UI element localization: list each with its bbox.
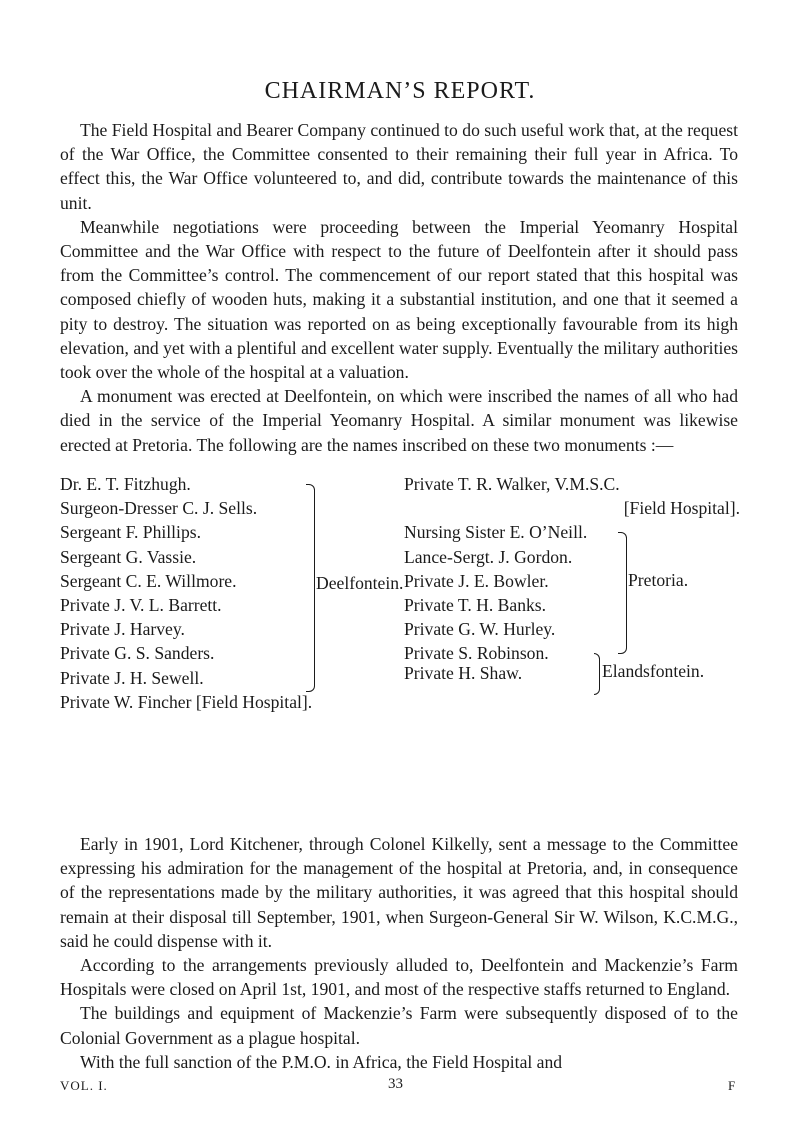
name-entry: Lance-Sergt. J. Gordon. (404, 546, 573, 567)
volume-label: VOL. I. (60, 1078, 108, 1093)
name-entry: Private H. Shaw. (404, 663, 523, 684)
name-entry: Nursing Sister E. O’Neill. (404, 522, 588, 543)
name-entry: Private G. W. Hurley. (404, 619, 556, 640)
paragraph: Early in 1901, Lord Kitchener, through Colonel Kilkelly, sent a message to the Committee expressing his admiration for the management of the hospital at Pretoria, and, in consequence of the representations made by the military authorities, it was agreed that this hospital should remain at their disposal till September, 1901, when Surgeon-General Sir W. Wilson, K.C.M.G., said he could dispense with it. (60, 834, 738, 951)
pretoria-label: Pretoria. (628, 570, 689, 590)
elandsfontein-brace (594, 653, 600, 695)
intro-paragraphs (60, 118, 738, 457)
elandsfontein-label: Elandsfontein. (602, 661, 705, 681)
deelfontein-label: Deelfontein. (316, 573, 404, 593)
closing-paragraphs (60, 832, 738, 1074)
name-entry: Sergeant G. Vassie. (60, 546, 197, 567)
pretoria-brace (618, 532, 627, 654)
paragraph: The Field Hospital and Bearer Company continued to do such useful work that, at the request of the War Office, the Committee consented to their remaining their full year in Africa. To effect this, the War Office volunteered to, and did, contribute towards the maintenance of this unit. (60, 120, 738, 213)
paragraph: According to the arrangements previously alluded to, Deelfontein and Mackenzie’s Farm Hospitals were closed on April 1st, 1901, and most of the respective staffs returned to England. (60, 955, 738, 1000)
name-entry: Dr. E. T. Fitzhugh. (60, 474, 191, 494)
name-entry: Sergeant C. E. Willmore. (60, 570, 237, 591)
page-number: 33 (388, 1076, 403, 1092)
name-entry: Sergeant F. Phillips. (60, 522, 201, 543)
name-entry: Private J. Harvey. (60, 619, 185, 640)
name-entry: Private S. Robinson. (404, 643, 549, 664)
name-entry: Private G. S. Sanders. (60, 643, 215, 664)
name-entry: Private W. Fincher [Field Hospital]. (60, 691, 313, 712)
paragraph: With the full sanction of the P.M.O. in Africa, the Field Hospital and (80, 1051, 563, 1072)
name-entry: Private J. H. Sewell. (60, 667, 204, 688)
page-title: CHAIRMAN’S REPORT. (264, 78, 536, 104)
name-entry: Private T. H. Banks. (404, 594, 547, 615)
pretoria-name-list (404, 472, 740, 684)
name-entry: Private J. E. Bowler. (404, 570, 549, 591)
name-entry: Private T. R. Walker, V.M.S.C. (404, 474, 620, 494)
paragraph: Meanwhile negotiations were proceeding between the Imperial Yeomanry Hospital Committee and the War Office with respect to the future of Deelfontein after it should pass from the Committee’s control. The commencement of our report stated that this hospital was composed chiefly of wooden huts, making it a substantial institution, and one that it seemed a pity to destroy. The situation was reported on as being exceptionally favourable from its high elevation, and yet with a plentiful and excellent water supply. Eventually the military authorities took over the whole of the hospital at a valuation. (60, 216, 738, 383)
paragraph: A monument was erected at Deelfontein, on which were inscribed the names of all who had died in the service of the Imperial Yeomanry Hospital. A similar monument was likewise erected at Pretoria. The following are the names inscribed on these two monuments :— (60, 386, 738, 455)
deelfontein-brace (306, 484, 315, 692)
name-entry-annotation: [Field Hospital]. (623, 498, 740, 519)
signature-mark: F (728, 1078, 737, 1093)
name-entry: Private J. V. L. Barrett. (60, 594, 222, 615)
name-entry: Surgeon-Dresser C. J. Sells. (60, 498, 258, 519)
deelfontein-name-list (60, 472, 312, 714)
paragraph: The buildings and equipment of Mackenzie’s Farm were subsequently disposed of to the Colonial Government as a plague hospital. (60, 1003, 738, 1048)
